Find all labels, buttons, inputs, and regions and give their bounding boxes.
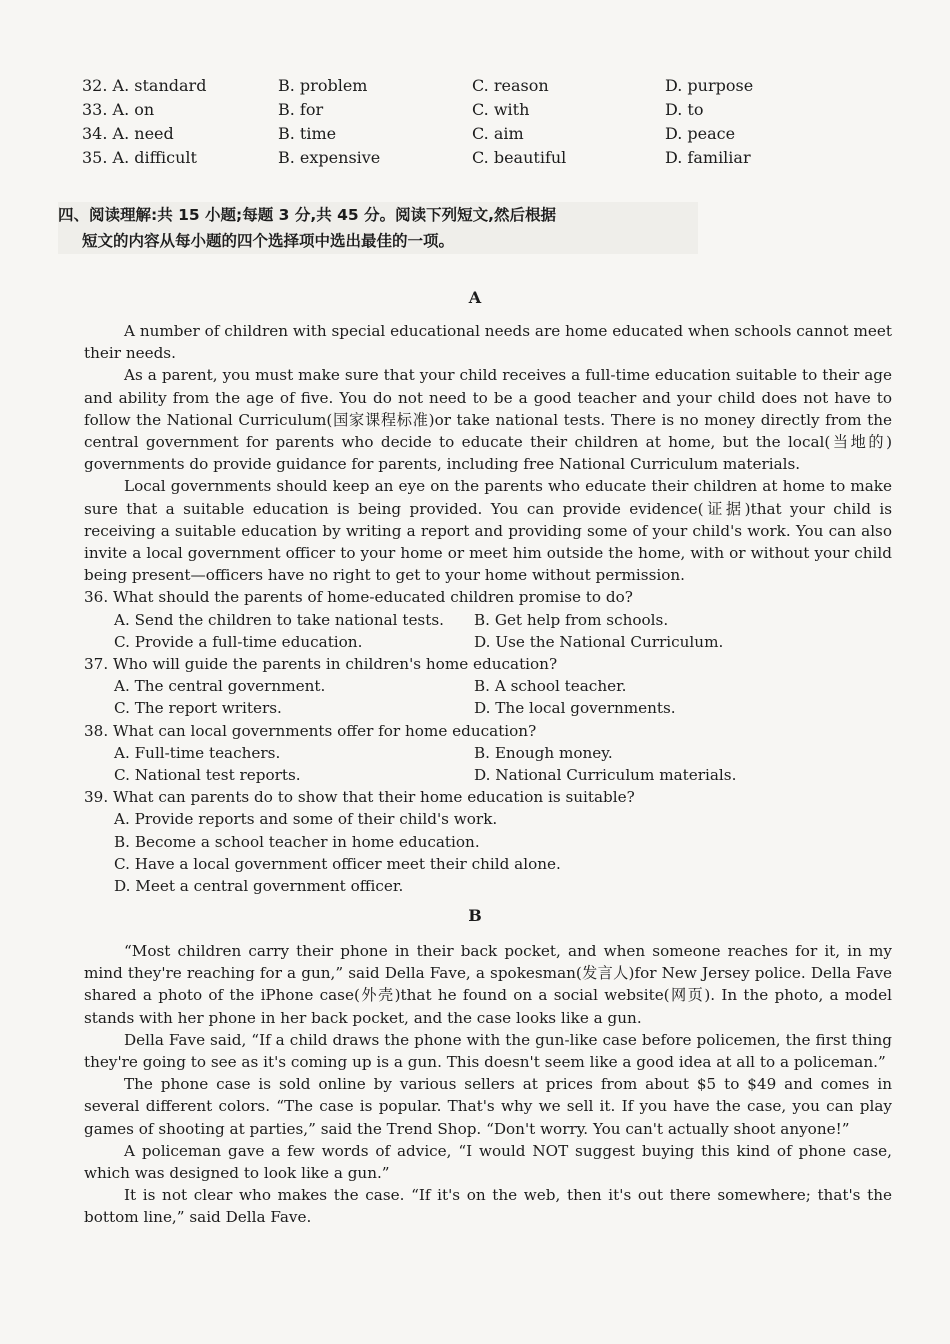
options-row: [84, 631, 892, 653]
passage-a-title: A: [468, 288, 482, 307]
passage-b-body: [84, 940, 892, 1229]
cloze-option-row: [82, 76, 922, 100]
option-c: C. The report writers.: [114, 699, 282, 718]
option-b: B. time: [278, 124, 337, 143]
passage-b-title: B: [468, 906, 482, 925]
option-c: C. aim: [472, 124, 524, 143]
option-b: B. Get help from schools.: [474, 610, 669, 629]
option-a: 32. A. standard: [82, 76, 207, 95]
options-row: [84, 764, 892, 786]
question-37: 37. Who will guide the parents in children's home education?: [84, 655, 558, 674]
option-c: C. National test reports.: [114, 765, 301, 784]
paragraph: A policeman gave a few words of advice, “I would NOT suggest buying this kind of phone case, which was designed to look like a gun.”: [84, 1141, 892, 1183]
option-b: B. problem: [278, 76, 368, 95]
question-36: 36. What should the parents of home-educated children promise to do?: [84, 588, 633, 607]
option-d: D. to: [665, 100, 704, 119]
question-38: 38. What can local governments offer for home education?: [84, 721, 537, 740]
section-heading: [58, 202, 698, 254]
option-a: A. The central government.: [114, 677, 326, 696]
option-d: D. familiar: [665, 148, 751, 167]
option-d: D. The local governments.: [474, 699, 676, 718]
paragraph: As a parent, you must make sure that your child receives a full-time education suitable to their age and ability from the age of five. You do not need to be a good teacher and your child does not have to follow the National Curriculum(国家课程标准)or take national tests. There is no money directly from the central government for parents who decide to educate their children at home, but the local(当地的) governments do provide guidance for parents, including free National Curriculum materials.: [84, 366, 892, 474]
option-a: A. Send the children to take national tests.: [114, 610, 444, 629]
cloze-option-row: [82, 148, 922, 172]
section-heading-line2: 短文的内容从每小题的四个选择项中选出最佳的一项。: [82, 232, 455, 250]
options-row: [84, 609, 892, 631]
paragraph: A number of children with special educational needs are home educated when schools cannot meet their needs.: [84, 322, 892, 363]
option-c: C. Provide a full-time education.: [114, 632, 363, 651]
option-a: A. Full-time teachers.: [114, 743, 281, 762]
option-b: B. Become a school teacher in home education.: [114, 832, 480, 851]
cloze-option-row: [82, 124, 922, 148]
cloze-option-row: [82, 100, 922, 124]
question-39: 39. What can parents do to show that their home education is suitable?: [84, 788, 635, 807]
paragraph: It is not clear who makes the case. “If it's on the web, then it's out there somewhere; that's the bottom line,” said Della Fave.: [84, 1186, 892, 1227]
paragraph: Local governments should keep an eye on the parents who educate their children at home to make sure that a suitable education is being provided. You can provide evidence(证据)that your child is receiving a suitable education by writing a report and providing some of your child's work. You can also invite a local government officer to your home or meet him outside the home, with or without your child being present—officers have no right to get to your home without permission.: [84, 477, 892, 585]
option-b: B. for: [278, 100, 324, 119]
option-c: C. with: [472, 100, 530, 119]
option-c: C. Have a local government officer meet their child alone.: [114, 854, 561, 873]
option-d: D. Use the National Curriculum.: [474, 632, 724, 651]
option-d: D. peace: [665, 124, 736, 143]
option-a: 34. A. need: [82, 124, 174, 143]
section-heading-line1: 四、阅读理解:共 15 小题;每题 3 分,共 45 分。阅读下列短文,然后根据: [58, 206, 556, 224]
option-a: 33. A. on: [82, 100, 155, 119]
options-row: [84, 675, 892, 697]
option-c: C. reason: [472, 76, 549, 95]
paragraph: The phone case is sold online by various sellers at prices from about $5 to $49 and comes in several different colors. “The case is popular. That's why we sell it. If you have the case, you can play games of shooting at parties,” said the Trend Shop. “Don't worry. You can't actually shoot anyone!”: [84, 1075, 892, 1138]
option-d: D. Meet a central government officer.: [114, 876, 404, 895]
option-c: C. beautiful: [472, 148, 567, 167]
options-row: [84, 742, 892, 764]
paragraph: Della Fave said, “If a child draws the phone with the gun-like case before policemen, the first thing they're going to see as it's coming up is a gun. This doesn't seem like a good idea at all to a policeman.”: [84, 1030, 892, 1072]
option-d: D. purpose: [665, 76, 754, 95]
option-d: D. National Curriculum materials.: [474, 765, 737, 784]
option-a: A. Provide reports and some of their child's work.: [114, 810, 498, 829]
option-a: 35. A. difficult: [82, 148, 197, 167]
passage-a-body: [84, 320, 892, 897]
option-b: B. A school teacher.: [474, 677, 627, 696]
option-b: B. expensive: [278, 148, 381, 167]
options-row: [84, 697, 892, 719]
paragraph: “Most children carry their phone in their back pocket, and when someone reaches for it, in my mind they're reaching for a gun,” said Della Fave, a spokesman(发言人)for New Jersey police. Della Fave shared a photo of the iPhone case(外壳)that he found on a social website(网页). In the photo, a model stands with her phone in her back pocket, and the case looks like a gun.: [84, 942, 892, 1027]
option-b: B. Enough money.: [474, 743, 613, 762]
